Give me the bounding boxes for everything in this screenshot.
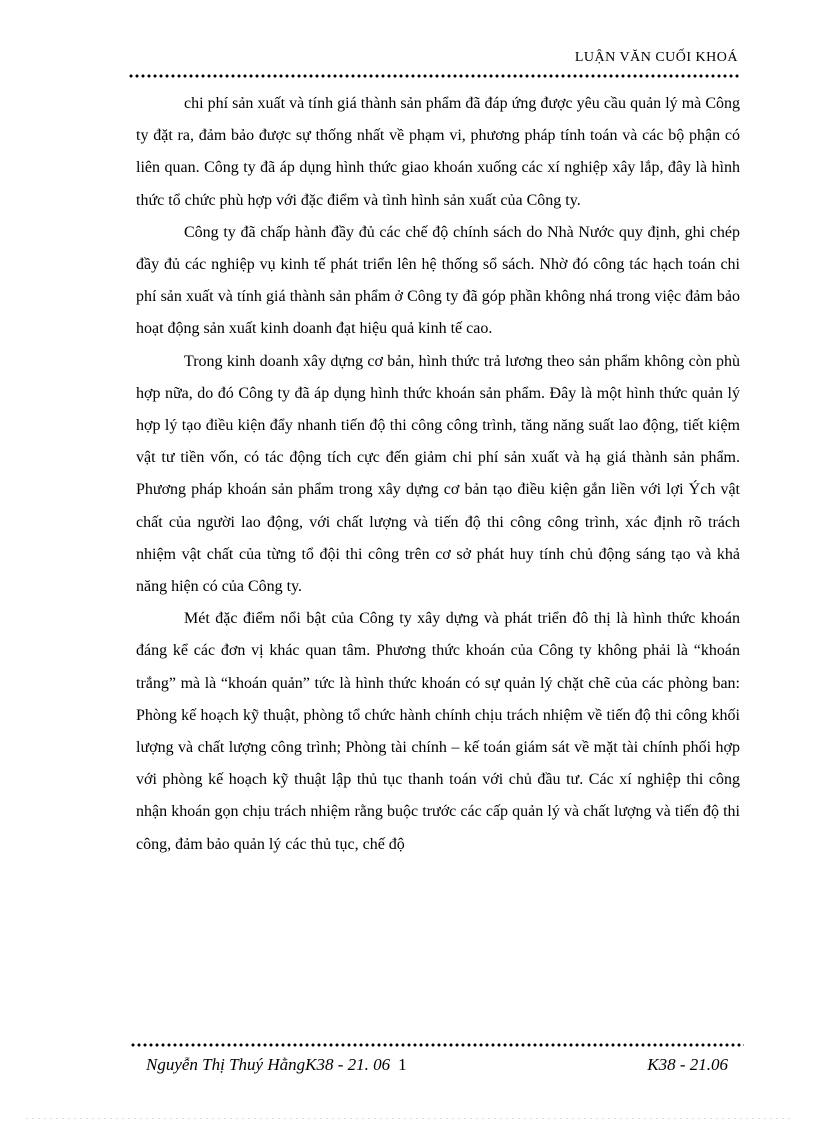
page-number: 1 (398, 1055, 407, 1074)
page-header (128, 48, 740, 78)
document-body (136, 88, 740, 861)
paragraph-continuation: chi phí sản xuất và tính giá thành sản phẩm đã đáp ứng được yêu cầu quản lý mà Công ty đặt ra, đảm bảo được sự thống nhất về phạm vi, phương pháp tính toán và các bộ phận có liên quan. Công ty đã áp dụng hình thức giao khoán xuống các xí nghiệp xây lắp, đây là hình thức tổ chức phù hợp với đặc điểm và tình hình sản xuất của Công ty. (136, 95, 740, 209)
footer-class-code: K38 - 21. 06 (305, 1055, 391, 1074)
paragraph: Công ty đã chấp hành đầy đủ các chế độ chính sách do Nhà Nước quy định, ghi chép đầy đủ các nghiệp vụ kinh tế phát triển lên hệ thống sổ sách. Nhờ đó công tác hạch toán chi phí sản xuất và tính giá thành sản phẩm ở Công ty đã góp phần không nhá trong việc đảm bảo hoạt động sản xuất kinh doanh đạt hiệu quả kinh tế cao. (136, 223, 740, 338)
page-bottom-edge (24, 1118, 792, 1119)
footer-right-code: K38 - 21.06 (647, 1055, 728, 1074)
page-footer (130, 1043, 744, 1083)
header-dotted-rule (128, 74, 740, 78)
footer-author: Nguyễn Thị Thuý Hằng (146, 1055, 306, 1074)
footer-dotted-rule (130, 1043, 744, 1047)
paragraph: Trong kinh doanh xây dựng cơ bản, hình thức trả lương theo sản phẩm không còn phù hợp nữa, do đó Công ty đã áp dụng hình thức khoán sản phẩm. Đây là một hình thức quản lý hợp lý tạo điều kiện đẩy nhanh tiến độ thi công công trình, tăng năng suất lao động, tiết kiệm vật tư tiền vốn, có tác động tích cực đến giảm chi phí sản xuất và hạ giá thành sản phẩm. Phương pháp khoán sản phẩm trong xây dựng cơ bản tạo điều kiện gắn liền với lợi Ých vật chất của người lao động, với chất lượng và tiến độ thi công công trình, xác định rõ trách nhiệm vật chất của từng tổ đội thi công trên cơ sở phát huy tính chủ động sáng tạo và khả năng hiện có của Công ty. (136, 352, 740, 596)
footer-author-block (146, 1055, 407, 1075)
paragraph: Mét đặc điểm nổi bật của Công ty xây dựng và phát triển đô thị là hình thức khoán đáng kể các đơn vị khác quan tâm. Phương thức khoán của Công ty không phải là “khoán trắng” mà là “khoán quản” tức là hình thức khoán có sự quản lý chặt chẽ của các phòng ban: Phòng kế hoạch kỹ thuật, phòng tổ chức hành chính chịu trách nhiệm về tiến độ thi công khối lượng và chất lượng công trình; Phòng tài chính – kế toán giám sát về mặt tài chính phối hợp với phòng kế hoạch kỹ thuật lập thủ tục thanh toán với chủ đầu tư. Các xí nghiệp thi công nhận khoán gọn chịu trách nhiệm rằng buộc trước các cấp quản lý và chất lượng và tiến độ thi công, đảm bảo quản lý các thủ tục, chế độ (136, 610, 740, 853)
header-title: LUẬN VĂN CUỐI KHOÁ (574, 50, 738, 65)
